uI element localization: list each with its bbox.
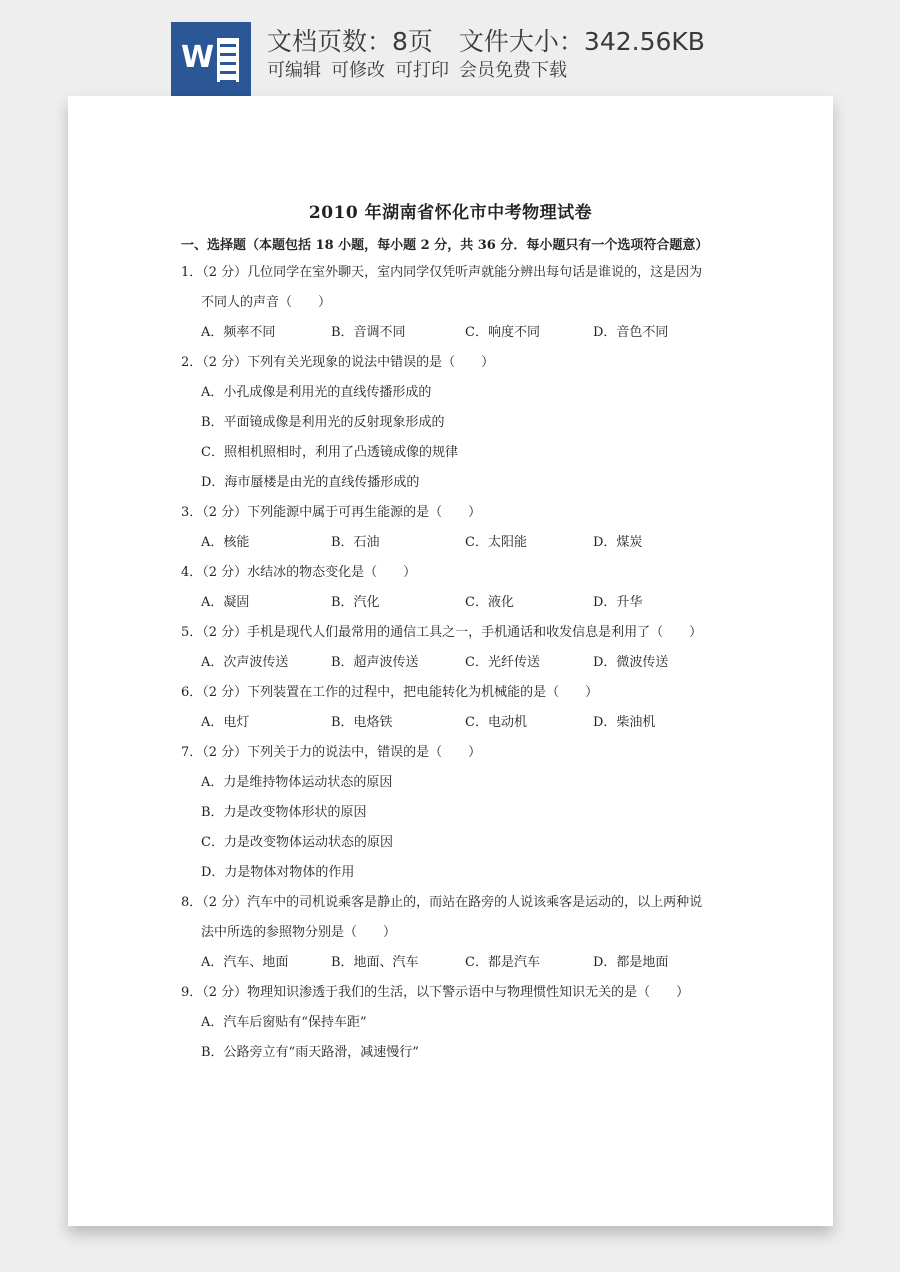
question-6-option-d: D．柴油机	[593, 715, 656, 730]
file-size: 文件大小：342.56KB	[458, 27, 705, 56]
question-6-option-c: C．电动机	[465, 715, 527, 730]
question-4-option-d: D．升华	[593, 595, 643, 610]
question-7-option-c: C．力是改变物体运动状态的原因	[201, 835, 393, 850]
question-1-text: 1．（2 分）几位同学在室外聊天，室内同学仅凭听声就能分辨出每句话是谁说的，这是因为	[181, 265, 703, 280]
question-3-option-b: B．石油	[331, 535, 380, 550]
question-1-text-cont: 不同人的声音（ ）	[201, 295, 332, 310]
question-5-option-c: C．光纤传送	[465, 655, 540, 670]
question-4-option-b: B．汽化	[331, 595, 380, 610]
question-9-text: 9．（2 分）物理知识渗透于我们的生活，以下警示语中与物理惯性知识无关的是（ ）	[181, 985, 690, 1000]
question-7-text: 7．（2 分）下列关于力的说法中，错误的是（ ）	[181, 745, 482, 760]
question-1-option-a: A．频率不同	[201, 325, 276, 340]
question-3-option-a: A．核能	[201, 535, 250, 550]
question-2-option-c: C．照相机照相时，利用了凸透镜成像的规律	[201, 445, 458, 460]
document-stats	[267, 22, 705, 58]
page-count: 文档页数：8页	[267, 27, 433, 56]
question-5-option-b: B．超声波传送	[331, 655, 419, 670]
question-1-option-b: B．音调不同	[331, 325, 406, 340]
question-8-option-c: C．都是汽车	[465, 955, 540, 970]
question-8-text: 8．（2 分）汽车中的司机说乘客是静止的，而站在路旁的人说该乘客是运动的，以上两种说	[181, 895, 703, 910]
question-7-option-b: B．力是改变物体形状的原因	[201, 805, 367, 820]
question-7-option-d: D．力是物体对物体的作用	[201, 865, 355, 880]
question-6-option-b: B．电烙铁	[331, 715, 393, 730]
question-5-option-a: A．次声波传送	[201, 655, 289, 670]
question-8-option-b: B．地面、汽车	[331, 955, 419, 970]
question-4-option-c: C．液化	[465, 595, 514, 610]
question-5-text: 5．（2 分）手机是现代人们最常用的通信工具之一，手机通话和收发信息是利用了（ ）	[181, 625, 703, 640]
question-1-option-c: C．响度不同	[465, 325, 540, 340]
question-3-text: 3．（2 分）下列能源中属于可再生能源的是（ ）	[181, 505, 482, 520]
question-3-option-d: D．煤炭	[593, 535, 643, 550]
question-6-option-a: A．电灯	[201, 715, 250, 730]
question-8-option-d: D．都是地面	[593, 955, 669, 970]
exam-paper-page	[68, 96, 833, 1226]
question-9-option-b: B．公路旁立有“雨天路滑，减速慢行”	[201, 1045, 419, 1060]
feature-editable: 可编辑	[267, 60, 321, 81]
word-icon-letter: W	[181, 40, 215, 75]
question-3-option-c: C．太阳能	[465, 535, 527, 550]
feature-printable: 可打印	[395, 60, 449, 81]
question-4-text: 4．（2 分）水结冰的物态变化是（ ）	[181, 565, 417, 580]
question-8-option-a: A．汽车、地面	[201, 955, 289, 970]
question-2-text: 2．（2 分）下列有关光现象的说法中错误的是（ ）	[181, 355, 495, 370]
question-5-option-d: D．微波传送	[593, 655, 669, 670]
question-2-option-a: A．小孔成像是利用光的直线传播形成的	[201, 385, 432, 400]
section-heading: 一、选择题（本题包括 18 小题，每小题 2 分，共 36 分．每小题只有一个选项符合题意）	[181, 238, 709, 253]
question-1-option-d: D．音色不同	[593, 325, 669, 340]
word-icon-lines	[217, 38, 239, 82]
question-6-text: 6．（2 分）下列装置在工作的过程中，把电能转化为机械能的是（ ）	[181, 685, 599, 700]
question-2-option-d: D．海市蜃楼是由光的直线传播形成的	[201, 475, 420, 490]
question-4-option-a: A．凝固	[201, 595, 250, 610]
word-document-icon	[171, 22, 251, 96]
feature-member-download: 会员免费下载	[459, 60, 567, 81]
document-features	[267, 56, 567, 82]
document-info-banner	[0, 0, 900, 96]
page-title: 2010 年湖南省怀化市中考物理试卷	[308, 203, 593, 223]
question-2-option-b: B．平面镜成像是利用光的反射现象形成的	[201, 415, 445, 430]
question-9-option-a: A．汽车后窗贴有“保持车距”	[201, 1015, 367, 1030]
question-7-option-a: A．力是维持物体运动状态的原因	[201, 775, 393, 790]
question-8-text-cont: 法中所选的参照物分别是（ ）	[201, 925, 397, 940]
feature-modifiable: 可修改	[331, 60, 385, 81]
